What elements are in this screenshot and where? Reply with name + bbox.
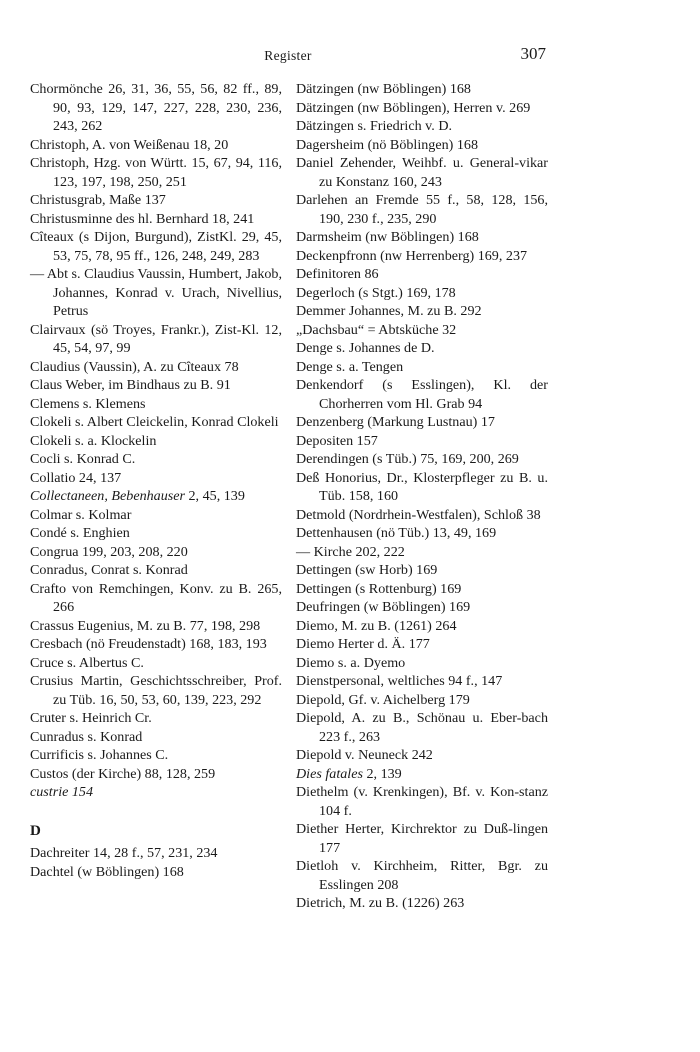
index-column-left	[30, 80, 282, 881]
index-entry: Clemens s. Klemens	[30, 395, 146, 412]
index-entry: Darlehen an Fremde 55 f., 58, 128, 156, 190, 230 f., 235, 290	[296, 192, 548, 227]
index-entry: Degerloch (s Stgt.) 169, 178	[296, 284, 456, 301]
index-entry: Dagersheim (nö Böblingen) 168	[296, 136, 479, 153]
index-entry: Detmold (Nordrhein-Westfalen), Schloß 38	[296, 506, 541, 523]
index-entry: Denkendorf (s Esslingen), Kl. der Chorherren vom Hl. Grab 94	[296, 377, 548, 412]
index-entry: Dettenhausen (nö Tüb.) 13, 49, 169	[296, 525, 497, 541]
index-entry: Currificis s. Johannes C.	[30, 747, 169, 763]
index-entry: Dätzingen s. Friedrich v. D.	[296, 118, 453, 134]
index-entry: Christoph, A. von Weißenau 18, 20	[30, 136, 229, 153]
index-entry: Congrua 199, 203, 208, 220	[30, 543, 188, 560]
index-entry: Diemo s. a. Dyemo	[296, 654, 406, 671]
index-entry: Colmar s. Kolmar	[30, 506, 132, 523]
index-entry: Darmsheim (nw Böblingen) 168	[296, 229, 479, 245]
index-entry: Dietloh v. Kirchheim, Ritter, Bgr. zu Esslingen 208	[296, 858, 548, 893]
index-entry: Dätzingen (nw Böblingen), Herren v. 269	[296, 99, 531, 116]
index-entry: Deckenpfronn (nw Herrenberg) 169, 237	[296, 247, 528, 264]
index-entry: Denzenberg (Markung Lustnau) 17	[296, 414, 495, 430]
index-entry: Dettingen (s Rottenburg) 169	[296, 580, 462, 597]
index-entry: Diepold, A. zu B., Schönau u. Eber-bach 223 f., 263	[296, 710, 548, 745]
index-entry: Collatio 24, 137	[30, 469, 122, 486]
index-entry: Cocli s. Konrad C.	[30, 451, 136, 467]
index-entry: Dies fatales 2, 139	[296, 765, 402, 782]
section-letter-heading: D	[30, 822, 41, 839]
index-entry: Chormönche 26, 31, 36, 55, 56, 82 ff., 89, 90, 93, 129, 147, 227, 228, 230, 236, 243, 262	[30, 81, 282, 134]
index-entry: Dachtel (w Böblingen) 168	[30, 863, 184, 880]
index-entry: Christusminne des hl. Bernhard 18, 241	[30, 210, 255, 227]
running-head: Register	[264, 48, 312, 63]
index-entry: Condé s. Enghien	[30, 525, 130, 541]
index-entry: Custos (der Kirche) 88, 128, 259	[30, 765, 216, 782]
index-entry: Deß Honorius, Dr., Klosterpfleger zu B. u. Tüb. 158, 160	[296, 469, 548, 504]
index-entry: Derendingen (s Tüb.) 75, 169, 200, 269	[296, 451, 519, 467]
index-entry: custrie 154	[30, 784, 94, 800]
index-entry: Dietrich, M. zu B. (1226) 263	[296, 895, 465, 911]
index-entry: Claus Weber, im Bindhaus zu B. 91	[30, 377, 231, 393]
page-header	[30, 44, 546, 70]
index-entry: Collectaneen, Bebenhauser 2, 45, 139	[30, 488, 245, 504]
index-entry: Diepold v. Neuneck 242	[296, 747, 433, 763]
index-entry: Christoph, Hzg. von Württ. 15, 67, 94, 116, 123, 197, 198, 250, 251	[30, 155, 282, 190]
index-entry: Christusgrab, Maße 137	[30, 192, 166, 208]
page-number: 307	[520, 44, 546, 63]
index-entry: — Kirche 202, 222	[296, 543, 405, 560]
index-entry: Dachreiter 14, 28 f., 57, 231, 234	[30, 845, 218, 861]
index-entry: Clokeli s. Albert Cleickelin, Konrad Clokeli	[30, 414, 279, 430]
index-entry: Conradus, Conrat s. Konrad	[30, 562, 188, 578]
index-entry: Denge s. a. Tengen	[296, 358, 404, 375]
index-entry: Diemo, M. zu B. (1261) 264	[296, 617, 457, 634]
index-entry: Clokeli s. a. Klockelin	[30, 432, 157, 449]
index-entry: Diepold, Gf. v. Aichelberg 179	[296, 691, 470, 708]
index-entry: Daniel Zehender, Weihbf. u. General-vikar zu Konstanz 160, 243	[296, 155, 548, 190]
index-entry: Cunradus s. Konrad	[30, 728, 143, 745]
index-entry: Dienstpersonal, weltliches 94 f., 147	[296, 673, 503, 689]
index-entry: Claudius (Vaussin), A. zu Cîteaux 78	[30, 358, 239, 375]
index-entry: Cresbach (nö Freudenstadt) 168, 183, 193	[30, 636, 267, 652]
index-entry: Crusius Martin, Geschichtsschreiber, Prof. zu Tüb. 16, 50, 53, 60, 139, 223, 292	[30, 673, 282, 708]
index-entry: Cruter s. Heinrich Cr.	[30, 710, 152, 726]
index-entry: Dettingen (sw Horb) 169	[296, 562, 438, 578]
index-entry: Dätzingen (nw Böblingen) 168	[296, 81, 471, 97]
index-entry: — Abt s. Claudius Vaussin, Humbert, Jakob, Johannes, Konrad v. Urach, Nivellius, Petrus	[30, 266, 282, 319]
index-entry: Crafto von Remchingen, Konv. zu B. 265, 266	[30, 580, 282, 615]
index-entry: Diether Herter, Kirchrektor zu Duß-lingen 177	[296, 821, 548, 856]
index-entry: Demmer Johannes, M. zu B. 292	[296, 303, 482, 319]
index-entry: Clairvaux (sö Troyes, Frankr.), Zist-Kl. 12, 45, 54, 97, 99	[30, 321, 282, 356]
index-entry: Depositen 157	[296, 432, 378, 449]
index-entry: Cîteaux (s Dijon, Burgund), ZistKl. 29, 45, 53, 75, 78, 95 ff., 126, 248, 249, 283	[30, 229, 282, 264]
index-entry: Definitoren 86	[296, 266, 379, 282]
index-entry: Diethelm (v. Krenkingen), Bf. v. Kon-stanz 104 f.	[296, 784, 548, 819]
index-entry: Denge s. Johannes de D.	[296, 340, 435, 356]
index-entry: Deufringen (w Böblingen) 169	[296, 599, 471, 615]
index-entry: Cruce s. Albertus C.	[30, 654, 144, 671]
index-entry: „Dachsbau“ = Abtsküche 32	[296, 321, 457, 338]
index-column-right	[296, 80, 548, 913]
index-entry: Diemo Herter d. Ä. 177	[296, 636, 430, 652]
index-entry: Crassus Eugenius, M. zu B. 77, 198, 298	[30, 617, 261, 634]
